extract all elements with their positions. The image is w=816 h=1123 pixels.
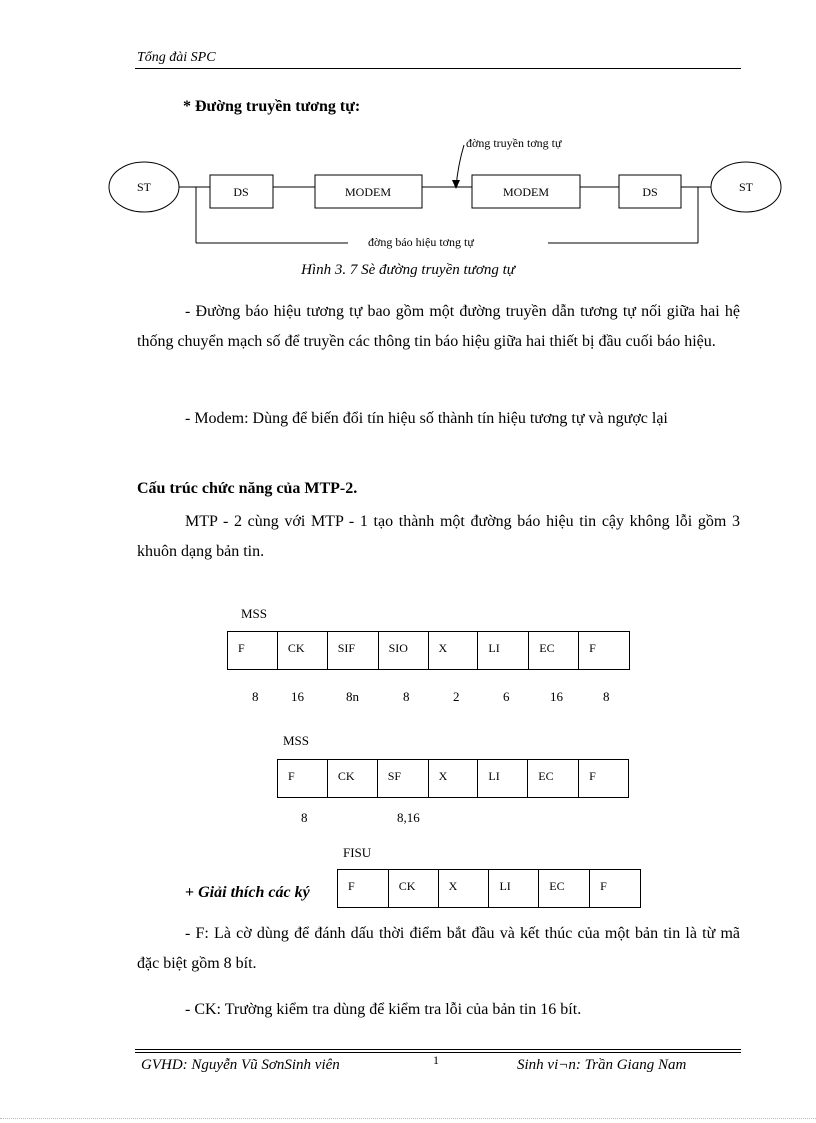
paragraph-analog-signaling: - Đường báo hiệu tương tự bao gồm một đường truyền dẫn tương tự nối giữa hai hệ thống chuyển mạch số để truyền các thông tin báo hiệu giữa hai thiết bị đầu cuối báo hiệu.: [137, 303, 740, 350]
paragraph-f-field: - F: Là cờ dùng để đánh dấu thời điểm bắt đầu và kết thúc của một bản tin là từ mã đặc biệt gồm 8 bít.: [137, 925, 740, 972]
bottom-line-label: đờng báo hiệu tơng tự: [368, 235, 474, 249]
top-line-label: đờng truyền tơng tự: [466, 136, 562, 150]
frame2-cell: SF: [377, 760, 428, 798]
frame3-cell: EC: [539, 870, 590, 908]
paragraph-modem: - Modem: Dùng để biến đổi tín hiệu số thành tín hiệu tương tự và ngược lại: [185, 410, 668, 427]
footer-student: Sinh vi¬n: Trần Giang Nam: [517, 1057, 687, 1073]
modem-label-left: MODEM: [344, 185, 392, 199]
left-node-label: ST: [136, 180, 152, 194]
page-bottom-border: [0, 1118, 816, 1119]
frame2-cell: LI: [478, 760, 528, 798]
frame1-cell: CK: [277, 632, 327, 670]
frame1-cell: SIF: [327, 632, 378, 670]
header-rule: [135, 68, 741, 69]
figure-caption: Hình 3. 7 Sè đường truyền tương tự: [301, 262, 515, 278]
frame1-cell: F: [228, 632, 278, 670]
ds-label-right: DS: [642, 185, 658, 199]
frame2-cell: X: [428, 760, 478, 798]
frame3-cell: F: [338, 870, 389, 908]
frame1-bits: 8: [403, 689, 410, 704]
arrow-head: [452, 180, 460, 189]
frame1-bits: 8: [603, 689, 610, 704]
frame1-cell: LI: [478, 632, 529, 670]
frame1-cell: X: [428, 632, 478, 670]
frame3-cell: X: [438, 870, 489, 908]
frame1-cell: SIO: [378, 632, 428, 670]
frame1-bits: 8: [252, 689, 259, 704]
paragraph-ck-field: - CK: Trường kiểm tra dùng để kiểm tra lỗi của bản tin 16 bít.: [185, 1001, 582, 1018]
section-heading: * Đường truyền tương tự:: [183, 98, 361, 115]
header-title: Tổng đài SPC: [137, 50, 216, 65]
frame1-bits: 16: [550, 689, 563, 704]
page-number: 1: [433, 1053, 439, 1067]
frame2-cell: CK: [327, 760, 377, 798]
frame1-bits: 8n: [346, 689, 359, 704]
analog-line-diagram: [0, 125, 816, 260]
footer-advisor: GVHD: Nguyễn Vũ SơnSinh viên: [141, 1057, 340, 1073]
frame3-cell: F: [590, 870, 641, 908]
frame2-cell: EC: [528, 760, 579, 798]
right-node-label: ST: [738, 180, 754, 194]
frame1-bits: 6: [503, 689, 510, 704]
frame2-bits: 8,16: [397, 810, 420, 825]
modem-label-right: MODEM: [502, 185, 550, 199]
ds-label-left: DS: [233, 185, 249, 199]
frame2-bits: 8: [301, 810, 308, 825]
frame3-cell: CK: [388, 870, 438, 908]
frame3-table: [337, 869, 641, 908]
frame1-bits: 2: [453, 689, 460, 704]
frame1-cell: EC: [529, 632, 579, 670]
frame1-label: MSS: [241, 606, 268, 621]
footer-rule-top: [135, 1049, 741, 1050]
frame1-bits: 16: [291, 689, 304, 704]
frame3-cell: LI: [489, 870, 539, 908]
frame2-cell: F: [579, 760, 629, 798]
frame2-cell: F: [278, 760, 328, 798]
paragraph-mtp2: MTP - 2 cùng với MTP - 1 tạo thành một đường báo hiệu tin cậy không lỗi gồm 3 khuôn dạng bản tin.: [137, 513, 740, 560]
mtp2-heading: Cấu trúc chức năng của MTP-2.: [137, 480, 358, 497]
frame1-cell: F: [579, 632, 630, 670]
frame2-table: [277, 759, 629, 798]
frame2-label: MSS: [283, 733, 310, 748]
frame3-label: FISU: [343, 845, 372, 860]
frame1-table: [227, 631, 630, 670]
explain-label-line: + Giải thích các ký: [185, 884, 310, 901]
